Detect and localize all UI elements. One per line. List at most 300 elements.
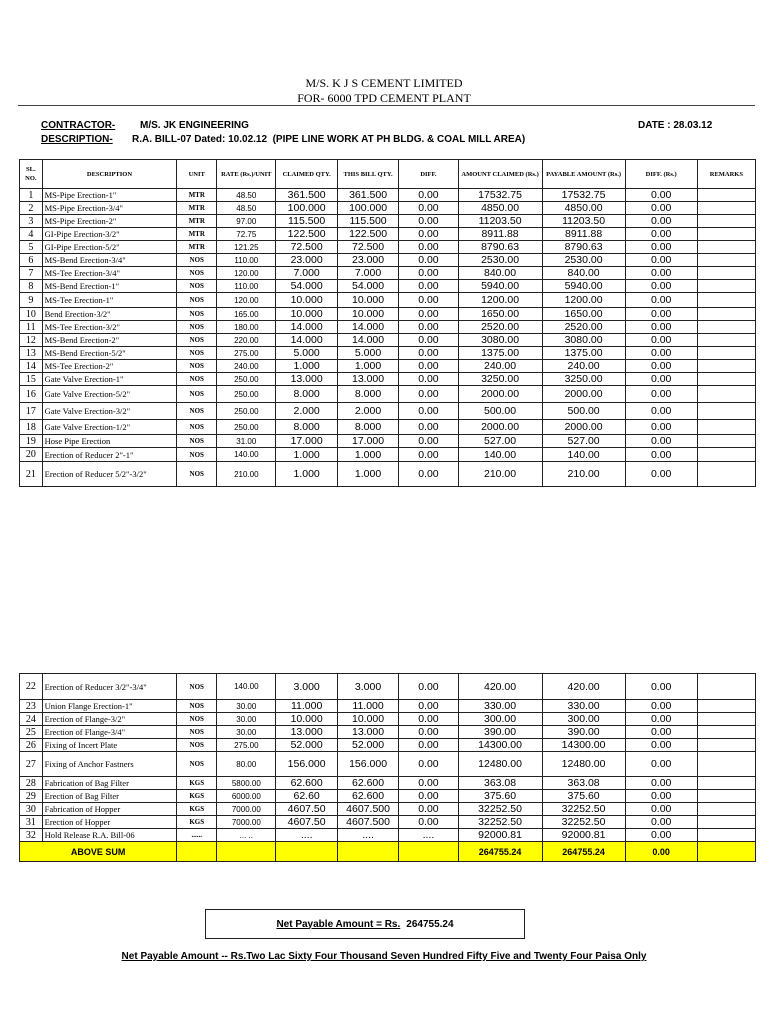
cell-this-bill-qty: 10.000 bbox=[337, 293, 398, 308]
cell-claimed-qty: 10.000 bbox=[276, 308, 337, 321]
cell-rate: 110.00 bbox=[217, 254, 276, 267]
cell-rate: 30.00 bbox=[217, 726, 276, 739]
cell-diff: 0.00 bbox=[399, 674, 458, 700]
table-row bbox=[20, 347, 756, 360]
cell-claimed-qty: 156.000 bbox=[276, 752, 337, 777]
cell-description: Bend Erection-3/2" bbox=[42, 308, 177, 321]
cell-remarks bbox=[697, 267, 755, 280]
cell-unit: MTR bbox=[177, 215, 217, 228]
cell-sl: 10 bbox=[20, 308, 43, 321]
cell-remarks bbox=[697, 752, 755, 777]
cell-unit: NOS bbox=[177, 308, 217, 321]
cell-amount-claimed: 500.00 bbox=[458, 403, 542, 420]
table-row bbox=[20, 321, 756, 334]
cell-this-bill-qty: 72.500 bbox=[337, 241, 398, 254]
table-row bbox=[20, 674, 756, 700]
cell-diff-rs: 0.00 bbox=[625, 790, 697, 803]
cell-amount-claimed: 32252.50 bbox=[458, 803, 542, 816]
cell-diff-rs: 0.00 bbox=[625, 829, 697, 842]
cell-remarks bbox=[697, 308, 755, 321]
cell-unit: NOS bbox=[177, 347, 217, 360]
cell-remarks bbox=[697, 386, 755, 403]
cell-diff-rs: 0.00 bbox=[625, 241, 697, 254]
table-row bbox=[20, 739, 756, 752]
cell-payable-amount: 32252.50 bbox=[542, 803, 625, 816]
cell-sl: 19 bbox=[20, 435, 43, 448]
cell-amount-claimed: 3080.00 bbox=[458, 334, 542, 347]
cell-unit: MTR bbox=[177, 241, 217, 254]
cell-amount-claimed: 32252.50 bbox=[458, 816, 542, 829]
cell-rate: 110.00 bbox=[217, 280, 276, 293]
cell-diff-rs: 0.00 bbox=[625, 403, 697, 420]
cell-claimed-qty: 115.500 bbox=[276, 215, 337, 228]
cell-payable-amount: 210.00 bbox=[542, 462, 625, 487]
cell-diff: 0.00 bbox=[399, 228, 458, 241]
contractor-value: M/S. JK ENGINEERING bbox=[140, 120, 249, 131]
cell-diff-rs: 0.00 bbox=[625, 308, 697, 321]
cell-description: MS-Bend Erection-3/4" bbox=[42, 254, 177, 267]
cell-unit: NOS bbox=[177, 674, 217, 700]
cell-this-bill-qty: 10.000 bbox=[337, 308, 398, 321]
cell-unit: NOS bbox=[177, 420, 217, 435]
cell-description: MS-Tee Erection-3/2" bbox=[42, 321, 177, 334]
cell-diff: 0.00 bbox=[399, 739, 458, 752]
above-sum-diff: 0.00 bbox=[625, 842, 697, 862]
cell-sl: 25 bbox=[20, 726, 43, 739]
cell-diff-rs: 0.00 bbox=[625, 267, 697, 280]
cell-rate: 250.00 bbox=[217, 386, 276, 403]
cell-this-bill-qty: 4607.500 bbox=[337, 803, 398, 816]
cell-this-bill-qty: 14.000 bbox=[337, 321, 398, 334]
cell-this-bill-qty: 8.000 bbox=[337, 420, 398, 435]
cell-diff: .... bbox=[399, 829, 458, 842]
cell-rate: 275.00 bbox=[217, 739, 276, 752]
cell-payable-amount: 330.00 bbox=[542, 700, 625, 713]
cell-claimed-qty: 62.60 bbox=[276, 790, 337, 803]
cell-diff: 0.00 bbox=[399, 293, 458, 308]
cell-remarks bbox=[697, 215, 755, 228]
cell-sl: 32 bbox=[20, 829, 43, 842]
cell-claimed-qty: 5.000 bbox=[276, 347, 337, 360]
cell-rate: 6000.00 bbox=[217, 790, 276, 803]
table-row bbox=[20, 790, 756, 803]
cell-this-bill-qty: 14.000 bbox=[337, 334, 398, 347]
cell-description: MS-Bend Erection-5/2" bbox=[42, 347, 177, 360]
cell-diff: 0.00 bbox=[399, 347, 458, 360]
cell-description: Gate Valve Erection-3/2" bbox=[42, 403, 177, 420]
cell-amount-claimed: 390.00 bbox=[458, 726, 542, 739]
cell-payable-amount: 14300.00 bbox=[542, 739, 625, 752]
company-name: M/S. K J S CEMENT LIMITED bbox=[305, 76, 463, 90]
cell-payable-amount: 1650.00 bbox=[542, 308, 625, 321]
cell-claimed-qty: 4607.50 bbox=[276, 816, 337, 829]
cell-rate: 72.75 bbox=[217, 228, 276, 241]
description-value: R.A. BILL-07 Dated: 10.02.12 (PIPE LINE WORK AT PH BLDG. & COAL MILL AREA) bbox=[132, 134, 526, 145]
cell-diff: 0.00 bbox=[399, 189, 458, 202]
cell-diff: 0.00 bbox=[399, 308, 458, 321]
cell-payable-amount: 1200.00 bbox=[542, 293, 625, 308]
cell-description: Fixing of Anchor Fastners bbox=[42, 752, 177, 777]
table-row bbox=[20, 700, 756, 713]
contractor-label: CONTRACTOR- bbox=[41, 120, 116, 131]
cell-description: MS-Pipe Erection-3/4" bbox=[42, 202, 177, 215]
cell-diff-rs: 0.00 bbox=[625, 803, 697, 816]
table-row bbox=[20, 726, 756, 739]
table-row bbox=[20, 267, 756, 280]
cell-this-bill-qty: .... bbox=[337, 829, 398, 842]
cell-unit: KGS bbox=[177, 803, 217, 816]
cell-claimed-qty: 52.000 bbox=[276, 739, 337, 752]
cell-payable-amount: 840.00 bbox=[542, 267, 625, 280]
cell-remarks bbox=[697, 360, 755, 373]
cell-amount-claimed: 3250.00 bbox=[458, 373, 542, 386]
table-row bbox=[20, 373, 756, 386]
cell-amount-claimed: 2000.00 bbox=[458, 386, 542, 403]
cell-payable-amount: 140.00 bbox=[542, 448, 625, 462]
cell-description: Hose Pipe Erection bbox=[42, 435, 177, 448]
cell-remarks bbox=[697, 829, 755, 842]
cell-claimed-qty: .... bbox=[276, 829, 337, 842]
cell-sl: 27 bbox=[20, 752, 43, 777]
cell-diff-rs: 0.00 bbox=[625, 448, 697, 462]
cell-payable-amount: 5940.00 bbox=[542, 280, 625, 293]
cell-diff: 0.00 bbox=[399, 360, 458, 373]
cell-description: Fabrication of Hopper bbox=[42, 803, 177, 816]
cell-rate: 31.00 bbox=[217, 435, 276, 448]
cell-amount-claimed: 300.00 bbox=[458, 713, 542, 726]
cell-remarks bbox=[697, 816, 755, 829]
table-row bbox=[20, 403, 756, 420]
cell-claimed-qty: 13.000 bbox=[276, 726, 337, 739]
table-row bbox=[20, 280, 756, 293]
cell-payable-amount: 2000.00 bbox=[542, 420, 625, 435]
table-row bbox=[20, 803, 756, 816]
cell-sl: 2 bbox=[20, 202, 43, 215]
cell-payable-amount: 527.00 bbox=[542, 435, 625, 448]
cell-unit: NOS bbox=[177, 435, 217, 448]
cell-this-bill-qty: 1.000 bbox=[337, 448, 398, 462]
cell-unit: NOS bbox=[177, 293, 217, 308]
cell-payable-amount: 500.00 bbox=[542, 403, 625, 420]
cell-claimed-qty: 7.000 bbox=[276, 267, 337, 280]
cell-amount-claimed: 17532.75 bbox=[458, 189, 542, 202]
cell-this-bill-qty: 11.000 bbox=[337, 700, 398, 713]
cell-unit: KGS bbox=[177, 816, 217, 829]
cell-sl: 18 bbox=[20, 420, 43, 435]
cell-remarks bbox=[697, 254, 755, 267]
cell-description: Union Flange Erection-1" bbox=[42, 700, 177, 713]
cell-this-bill-qty: 4607.500 bbox=[337, 816, 398, 829]
cell-rate: 97.00 bbox=[217, 215, 276, 228]
cell-claimed-qty: 23.000 bbox=[276, 254, 337, 267]
cell-diff: 0.00 bbox=[399, 373, 458, 386]
cell-this-bill-qty: 13.000 bbox=[337, 373, 398, 386]
header-diff-rs: DIFF. (Rs.) bbox=[625, 160, 697, 189]
cell-rate: 240.00 bbox=[217, 360, 276, 373]
cell-rate: 7000.00 bbox=[217, 816, 276, 829]
cell-claimed-qty: 17.000 bbox=[276, 435, 337, 448]
table-row bbox=[20, 360, 756, 373]
cell-rate: 30.00 bbox=[217, 700, 276, 713]
cell-description: Gate Valve Erection-1" bbox=[42, 373, 177, 386]
cell-description: Fabrication of Bag Filter bbox=[42, 777, 177, 790]
cell-sl: 31 bbox=[20, 816, 43, 829]
cell-amount-claimed: 2000.00 bbox=[458, 420, 542, 435]
cell-remarks bbox=[697, 435, 755, 448]
cell-diff-rs: 0.00 bbox=[625, 462, 697, 487]
cell-remarks bbox=[697, 403, 755, 420]
table-row bbox=[20, 241, 756, 254]
cell-unit: NOS bbox=[177, 752, 217, 777]
cell-remarks bbox=[697, 293, 755, 308]
cell-sl: 13 bbox=[20, 347, 43, 360]
cell-amount-claimed: 140.00 bbox=[458, 448, 542, 462]
net-payable-value: 264755.24 bbox=[406, 918, 454, 930]
cell-claimed-qty: 11.000 bbox=[276, 700, 337, 713]
cell-diff: 0.00 bbox=[399, 462, 458, 487]
cell-payable-amount: 2530.00 bbox=[542, 254, 625, 267]
cell-this-bill-qty: 7.000 bbox=[337, 267, 398, 280]
cell-remarks bbox=[697, 189, 755, 202]
cell-diff-rs: 0.00 bbox=[625, 386, 697, 403]
cell-claimed-qty: 62.600 bbox=[276, 777, 337, 790]
cell-claimed-qty: 4607.50 bbox=[276, 803, 337, 816]
cell-diff: 0.00 bbox=[399, 321, 458, 334]
cell-unit: NOS bbox=[177, 700, 217, 713]
cell-description: Fixing of Incert Plate bbox=[42, 739, 177, 752]
cell-diff-rs: 0.00 bbox=[625, 777, 697, 790]
cell-remarks bbox=[697, 321, 755, 334]
cell-rate: 120.00 bbox=[217, 293, 276, 308]
cell-description: Erection of Reducer 5/2"-3/2" bbox=[42, 462, 177, 487]
description-label: DESCRIPTION- bbox=[41, 134, 113, 145]
cell-sl: 20 bbox=[20, 448, 43, 462]
cell-diff: 0.00 bbox=[399, 448, 458, 462]
cell-description: GI-Pipe Erection-3/2" bbox=[42, 228, 177, 241]
cell-sl: 16 bbox=[20, 386, 43, 403]
cell-payable-amount: 3250.00 bbox=[542, 373, 625, 386]
cell-diff: 0.00 bbox=[399, 435, 458, 448]
cell-claimed-qty: 1.000 bbox=[276, 360, 337, 373]
cell-payable-amount: 92000.81 bbox=[542, 829, 625, 842]
cell-rate: ... .. bbox=[217, 829, 276, 842]
cell-claimed-qty: 72.500 bbox=[276, 241, 337, 254]
cell-description: MS-Bend Erection-1" bbox=[42, 280, 177, 293]
cell-diff-rs: 0.00 bbox=[625, 360, 697, 373]
net-payable-box bbox=[205, 909, 525, 939]
cell-remarks bbox=[697, 448, 755, 462]
cell-rate: 48.50 bbox=[217, 202, 276, 215]
plant-name: FOR- 6000 TPD CEMENT PLANT bbox=[297, 91, 471, 105]
cell-description: MS-Tee Erection-2" bbox=[42, 360, 177, 373]
cell-payable-amount: 420.00 bbox=[542, 674, 625, 700]
cell-payable-amount: 12480.00 bbox=[542, 752, 625, 777]
cell-payable-amount: 240.00 bbox=[542, 360, 625, 373]
cell-remarks bbox=[697, 674, 755, 700]
cell-payable-amount: 4850.00 bbox=[542, 202, 625, 215]
cell-payable-amount: 3080.00 bbox=[542, 334, 625, 347]
cell-payable-amount: 375.60 bbox=[542, 790, 625, 803]
cell-payable-amount: 300.00 bbox=[542, 713, 625, 726]
cell-remarks bbox=[697, 462, 755, 487]
cell-diff-rs: 0.00 bbox=[625, 215, 697, 228]
cell-this-bill-qty: 156.000 bbox=[337, 752, 398, 777]
cell-claimed-qty: 8.000 bbox=[276, 386, 337, 403]
cell-diff: 0.00 bbox=[399, 420, 458, 435]
header-rate: RATE (Rs.)/UNIT bbox=[217, 160, 276, 189]
table-row bbox=[20, 334, 756, 347]
header-description: DESCRIPTION bbox=[42, 160, 177, 189]
cell-description: Erection of Flange-3/4" bbox=[42, 726, 177, 739]
cell-diff-rs: 0.00 bbox=[625, 280, 697, 293]
net-payable-words: Net Payable Amount -- Rs.Two Lac Sixty Four Thousand Seven Hundred Fifty Five and Twenty Four Paisa Only bbox=[121, 951, 647, 962]
cell-sl: 14 bbox=[20, 360, 43, 373]
cell-amount-claimed: 240.00 bbox=[458, 360, 542, 373]
cell-diff-rs: 0.00 bbox=[625, 726, 697, 739]
cell-unit: MTR bbox=[177, 202, 217, 215]
cell-rate: 250.00 bbox=[217, 420, 276, 435]
header-diff: DIFF. bbox=[399, 160, 458, 189]
cell-claimed-qty: 1.000 bbox=[276, 448, 337, 462]
cell-remarks bbox=[697, 280, 755, 293]
cell-unit: NOS bbox=[177, 280, 217, 293]
cell-this-bill-qty: 361.500 bbox=[337, 189, 398, 202]
cell-sl: 28 bbox=[20, 777, 43, 790]
cell-remarks bbox=[697, 790, 755, 803]
cell-sl: 3 bbox=[20, 215, 43, 228]
cell-diff-rs: 0.00 bbox=[625, 752, 697, 777]
cell-sl: 4 bbox=[20, 228, 43, 241]
cell-diff: 0.00 bbox=[399, 726, 458, 739]
cell-diff: 0.00 bbox=[399, 241, 458, 254]
cell-remarks bbox=[697, 241, 755, 254]
cell-description: Erection of Hopper bbox=[42, 816, 177, 829]
cell-rate: 140.00 bbox=[217, 448, 276, 462]
cell-unit: MTR bbox=[177, 228, 217, 241]
cell-diff-rs: 0.00 bbox=[625, 739, 697, 752]
cell-remarks bbox=[697, 420, 755, 435]
table-row bbox=[20, 462, 756, 487]
bill-date: DATE : 28.03.12 bbox=[638, 120, 713, 131]
cell-diff-rs: 0.00 bbox=[625, 202, 697, 215]
table-row bbox=[20, 777, 756, 790]
header-sl: SL. NO. bbox=[20, 160, 43, 189]
above-sum-label: ABOVE SUM bbox=[20, 842, 177, 862]
header-amount-claimed: AMOUNT CLAIMED (Rs.) bbox=[458, 160, 542, 189]
cell-sl: 9 bbox=[20, 293, 43, 308]
cell-sl: 1 bbox=[20, 189, 43, 202]
table-row bbox=[20, 435, 756, 448]
cell-payable-amount: 2000.00 bbox=[542, 386, 625, 403]
cell-payable-amount: 390.00 bbox=[542, 726, 625, 739]
header-unit: UNIT bbox=[177, 160, 217, 189]
cell-this-bill-qty: 100.000 bbox=[337, 202, 398, 215]
table-row bbox=[20, 215, 756, 228]
cell-unit: NOS bbox=[177, 713, 217, 726]
cell-claimed-qty: 14.000 bbox=[276, 321, 337, 334]
above-sum-payable: 264755.24 bbox=[542, 842, 625, 862]
cell-description: Erection of Reducer 3/2"-3/4" bbox=[42, 674, 177, 700]
cell-amount-claimed: 840.00 bbox=[458, 267, 542, 280]
above-sum-row bbox=[20, 842, 756, 862]
cell-sl: 11 bbox=[20, 321, 43, 334]
table-row bbox=[20, 202, 756, 215]
cell-remarks bbox=[697, 334, 755, 347]
cell-this-bill-qty: 52.000 bbox=[337, 739, 398, 752]
cell-sl: 30 bbox=[20, 803, 43, 816]
cell-amount-claimed: 92000.81 bbox=[458, 829, 542, 842]
cell-amount-claimed: 527.00 bbox=[458, 435, 542, 448]
cell-claimed-qty: 10.000 bbox=[276, 293, 337, 308]
cell-sl: 12 bbox=[20, 334, 43, 347]
cell-unit: NOS bbox=[177, 334, 217, 347]
cell-remarks bbox=[697, 713, 755, 726]
cell-diff-rs: 0.00 bbox=[625, 420, 697, 435]
table-row bbox=[20, 293, 756, 308]
cell-unit: NOS bbox=[177, 726, 217, 739]
cell-description: GI-Pipe Erection-5/2" bbox=[42, 241, 177, 254]
bill-table-upper bbox=[19, 159, 756, 487]
cell-diff-rs: 0.00 bbox=[625, 334, 697, 347]
cell-diff-rs: 0.00 bbox=[625, 293, 697, 308]
cell-payable-amount: 32252.50 bbox=[542, 816, 625, 829]
bill-table-lower bbox=[19, 673, 756, 862]
table-row bbox=[20, 752, 756, 777]
above-sum-amount: 264755.24 bbox=[458, 842, 542, 862]
cell-unit: NOS bbox=[177, 267, 217, 280]
cell-rate: 121.25 bbox=[217, 241, 276, 254]
cell-unit: MTR bbox=[177, 189, 217, 202]
cell-this-bill-qty: 115.500 bbox=[337, 215, 398, 228]
cell-amount-claimed: 330.00 bbox=[458, 700, 542, 713]
cell-sl: 5 bbox=[20, 241, 43, 254]
cell-this-bill-qty: 122.500 bbox=[337, 228, 398, 241]
cell-this-bill-qty: 2.000 bbox=[337, 403, 398, 420]
cell-amount-claimed: 8911.88 bbox=[458, 228, 542, 241]
cell-rate: 220.00 bbox=[217, 334, 276, 347]
cell-diff-rs: 0.00 bbox=[625, 321, 697, 334]
cell-amount-claimed: 8790.63 bbox=[458, 241, 542, 254]
cell-unit: KGS bbox=[177, 790, 217, 803]
cell-this-bill-qty: 13.000 bbox=[337, 726, 398, 739]
cell-claimed-qty: 1.000 bbox=[276, 462, 337, 487]
header-payable-amount: PAYABLE AMOUNT (Rs.) bbox=[542, 160, 625, 189]
cell-this-bill-qty: 62.600 bbox=[337, 777, 398, 790]
cell-diff: 0.00 bbox=[399, 803, 458, 816]
net-payable-label: Net Payable Amount = Rs. bbox=[276, 918, 401, 930]
cell-claimed-qty: 13.000 bbox=[276, 373, 337, 386]
cell-unit: NOS bbox=[177, 448, 217, 462]
cell-rate: 140.00 bbox=[217, 674, 276, 700]
cell-claimed-qty: 100.000 bbox=[276, 202, 337, 215]
cell-diff: 0.00 bbox=[399, 790, 458, 803]
cell-claimed-qty: 361.500 bbox=[276, 189, 337, 202]
header-divider bbox=[18, 105, 755, 106]
cell-remarks bbox=[697, 347, 755, 360]
cell-remarks bbox=[697, 777, 755, 790]
cell-diff-rs: 0.00 bbox=[625, 674, 697, 700]
cell-unit: NOS bbox=[177, 373, 217, 386]
cell-sl: 29 bbox=[20, 790, 43, 803]
cell-amount-claimed: 375.60 bbox=[458, 790, 542, 803]
cell-unit: ...... bbox=[177, 829, 217, 842]
table-row bbox=[20, 308, 756, 321]
cell-sl: 23 bbox=[20, 700, 43, 713]
cell-rate: 180.00 bbox=[217, 321, 276, 334]
table-row bbox=[20, 816, 756, 829]
header-claimed-qty: CLAIMED QTY. bbox=[276, 160, 337, 189]
cell-rate: 5800.00 bbox=[217, 777, 276, 790]
